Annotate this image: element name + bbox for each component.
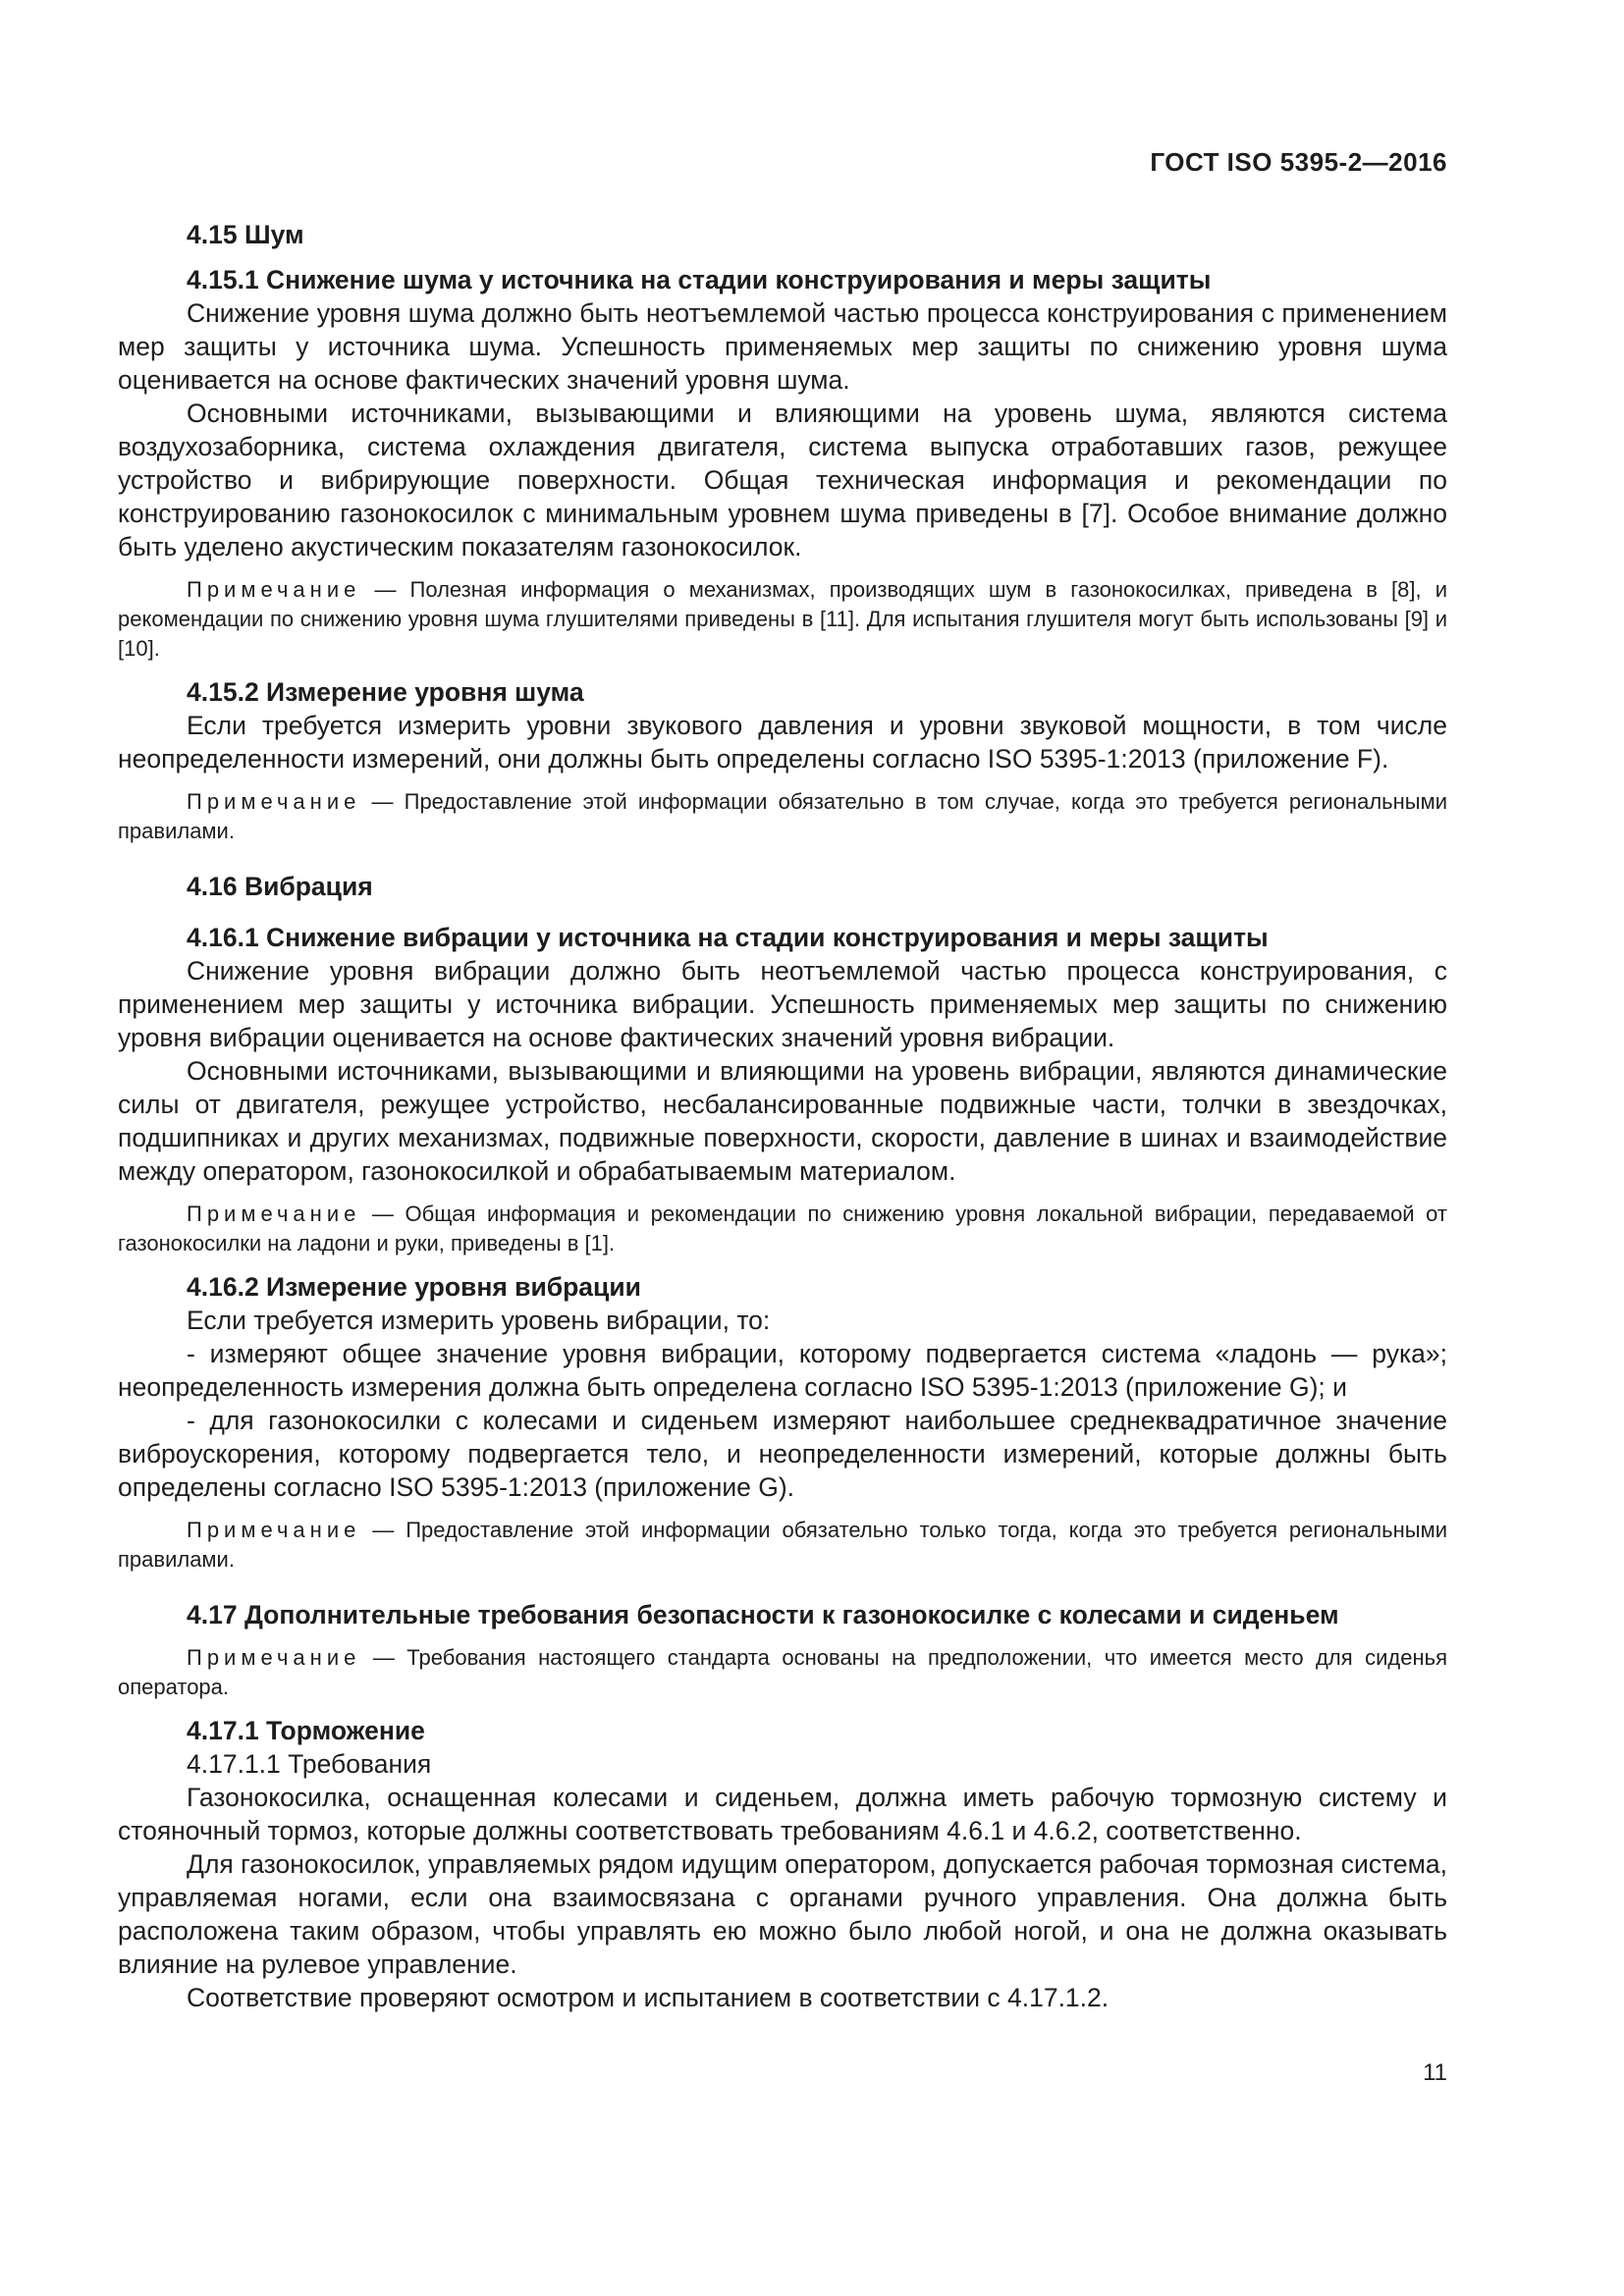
page-content	[118, 218, 1447, 2014]
section-4-16-2-list-item-1: - измеряют общее значение уровня вибрации, которому подвергается система «ладонь — рука»; неопределенность измерения должна быть определена согласно ISO 5395-1:2013 (приложение G); и	[118, 1339, 1447, 1402]
note-label: Примечание	[187, 1645, 361, 1670]
section-4-17-1-1-heading: 4.17.1.1 Требования	[187, 1749, 432, 1779]
section-4-15-2-paragraph-1: Если требуется измерить уровни звукового давления и уровни звуковой мощности, в том числе неопределенности измерений, они должны быть определены согласно ISO 5395-1:2013 (приложение F).	[118, 711, 1447, 774]
section-4-15-1-heading: 4.15.1 Снижение шума у источника на стадии конструирования и меры защиты	[187, 265, 1212, 294]
section-4-17-1-1-paragraph-3: Соответствие проверяют осмотром и испытанием в соответствии с 4.17.1.2.	[187, 1983, 1110, 2012]
note-label: Примечание	[187, 577, 361, 602]
note-4-15-2	[118, 787, 1447, 846]
section-4-17-1-1-paragraph-2: Для газонокосилок, управляемых рядом идущим оператором, допускается рабочая тормозная система, управляемая ногами, если она взаимосвязана с органами ручного управления. Она должна быть расположена таким образом, чтобы управлять ею можно было любой ногой, и она не должна оказывать влияние на рулевое управление.	[118, 1849, 1447, 1979]
section-4-16-1-heading: 4.16.1 Снижение вибрации у источника на стадии конструирования и меры защиты	[187, 923, 1269, 952]
note-text: — Полезная информация о механизмах, производящих шум в газонокосилках, приведена в [8], и рекомендации по снижению уровня шума глушителями приведены в [11]. Для испытания глушителя могут быть использованы [9] и [10].	[118, 577, 1447, 661]
note-label: Примечание	[187, 1518, 361, 1542]
section-4-16-2-paragraph-1: Если требуется измерить уровень вибрации, то:	[187, 1306, 771, 1335]
document-code: ГОСТ ISO 5395-2—2016	[1150, 147, 1447, 177]
note-label: Примечание	[187, 789, 361, 814]
note-4-17	[118, 1643, 1447, 1702]
note-text: — Требования настоящего стандарта основаны на предположении, что имеется место для сиденья оператора.	[118, 1645, 1447, 1699]
note-text: — Предоставление этой информации обязательно только тогда, когда это требуется региональными правилами.	[118, 1518, 1447, 1572]
section-4-17-heading: 4.17 Дополнительные требования безопасности к газонокосилке с колесами и сиденьем	[187, 1600, 1339, 1629]
note-label: Примечание	[187, 1201, 361, 1226]
section-4-16-2-heading: 4.16.2 Измерение уровня вибрации	[187, 1272, 641, 1302]
section-4-16-1-paragraph-2: Основными источниками, вызывающими и влияющими на уровень вибрации, являются динамические силы от двигателя, режущее устройство, несбалансированные подвижные части, толчки в звездочках, подшипниках и других механизмах, подвижные поверхности, скорости, давление в шинах и взаимодействие между оператором, газонокосилкой и обрабатываемым материалом.	[118, 1056, 1447, 1186]
note-text: — Предоставление этой информации обязательно в том случае, когда это требуется региональными правилами.	[118, 789, 1447, 843]
note-4-16-1	[118, 1200, 1447, 1258]
note-4-16-2	[118, 1516, 1447, 1575]
section-4-15-2-heading: 4.15.2 Измерение уровня шума	[187, 677, 584, 707]
note-text: — Общая информация и рекомендации по снижению уровня локальной вибрации, передаваемой от газонокосилки на ладони и руки, приведены в [1].	[118, 1201, 1447, 1255]
section-4-17-1-heading: 4.17.1 Торможение	[187, 1716, 425, 1745]
note-4-15-1	[118, 575, 1447, 664]
section-4-15-1-paragraph-1: Снижение уровня шума должно быть неотъемлемой частью процесса конструирования с применением мер защиты у источника шума. Успешность применяемых мер защиты по снижению уровня шума оценивается на основе фактических значений уровня шума.	[118, 298, 1447, 395]
section-4-16-heading: 4.16 Вибрация	[187, 872, 373, 901]
section-4-16-1-paragraph-1: Снижение уровня вибрации должно быть неотъемлемой частью процесса конструирования, с применением мер защиты у источника вибрации. Успешность применяемых мер защиты по снижению уровня вибрации оценивается на основе фактических значений уровня вибрации.	[118, 956, 1447, 1052]
page-number: 11	[1423, 2059, 1447, 2086]
section-4-15-1-paragraph-2: Основными источниками, вызывающими и влияющими на уровень шума, являются система воздухозаборника, система охлаждения двигателя, система выпуска отработавших газов, режущее устройство и вибрирующие поверхности. Общая техническая информация и рекомендации по конструированию газонокосилок с минимальным уровнем шума приведены в [7]. Особое внимание должно быть уделено акустическим показателям газонокосилок.	[118, 399, 1447, 561]
section-4-15-heading: 4.15 Шум	[187, 220, 304, 249]
section-4-17-1-1-paragraph-1: Газонокосилка, оснащенная колесами и сиденьем, должна иметь рабочую тормозную систему и стояночный тормоз, которые должны соответствовать требованиям 4.6.1 и 4.6.2, соответственно.	[118, 1783, 1447, 1845]
section-4-16-2-list-item-2: - для газонокосилки с колесами и сиденьем измеряют наибольшее среднеквадратичное значение виброускорения, которому подвергается тело, и неопределенности измерений, которые должны быть определены согласно ISO 5395-1:2013 (приложение G).	[118, 1406, 1447, 1502]
